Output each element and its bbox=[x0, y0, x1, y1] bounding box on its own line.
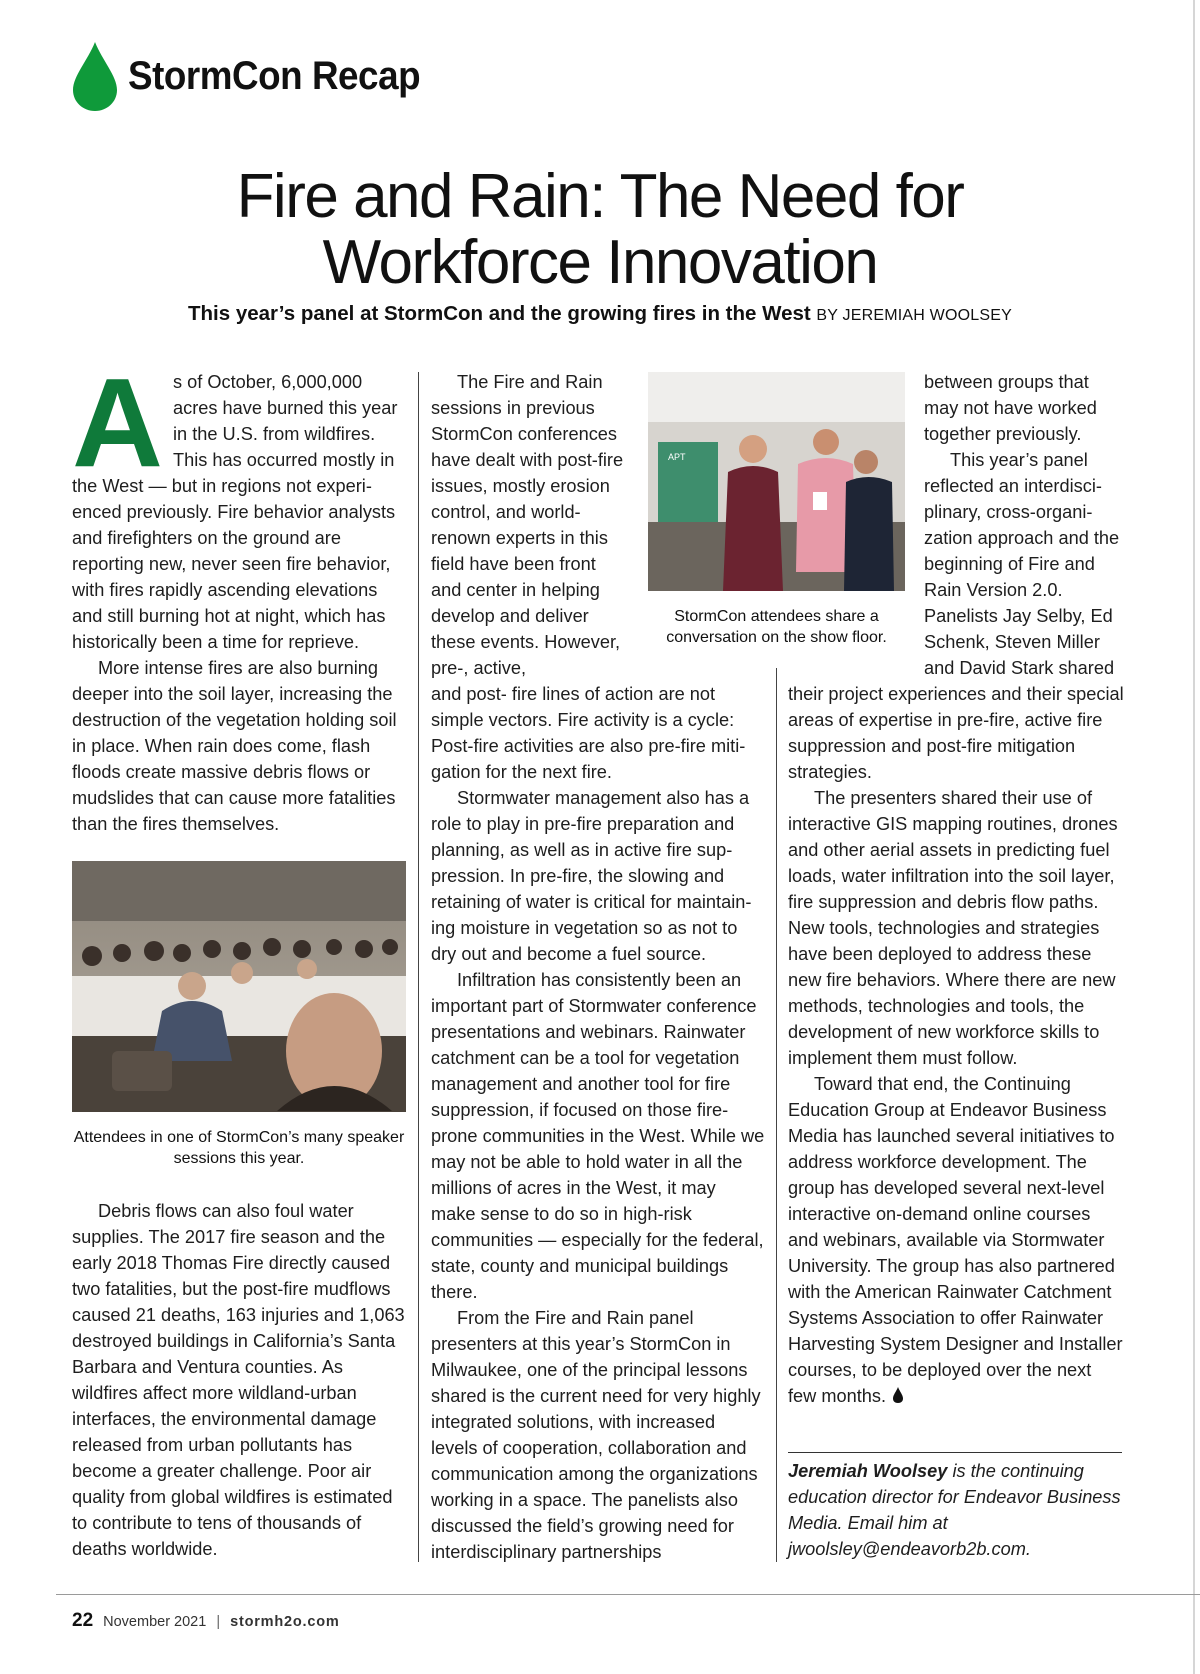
paragraph: From the Fire and Rain panel presenters at this year’s StormCon in Milwaukee, one of the principal lessons shared is the current need for very highly integrated solutions, with increased levels of cooperation, collaboration and communication among the organizations working in a space. The panelists also discussed the field’s growing need for interdisciplinary partnerships bbox=[431, 1308, 761, 1562]
author-bio bbox=[788, 1458, 1122, 1562]
page-footer bbox=[72, 1610, 340, 1632]
page-number: 22 bbox=[72, 1610, 94, 1631]
paragraph bbox=[72, 352, 408, 655]
author-bio-text: is the continuing education director for Endeavor Business Media. Email him at jwoolsley@endeavorb2b.com. bbox=[788, 1461, 1121, 1559]
column-1-top bbox=[72, 352, 408, 837]
paragraph: between groups that may not have worked together previously. bbox=[924, 372, 1097, 444]
paragraph: Infiltration has consistently been an important part of Stormwater conference presentations and webinars. Rainwater catchment can be a tool for vegetation management and another tool for fire suppression, if focused on those fire-prone communities in the West. While we may not be able to hold water in all the millions of acres in the West, it may make sense to do so in high-risk communities — especially for the federal, state, county and municipal buildings there. bbox=[431, 970, 765, 1302]
paragraph: and post- fire lines of action are not simple vectors. Fire activity is a cycle: Post-fire activities are also pre-fire mitigation for the next fire. bbox=[431, 684, 746, 782]
footer-divider bbox=[56, 1594, 1200, 1595]
column-1-bottom bbox=[72, 1198, 408, 1562]
paragraph: This year’s panel reflected an interdisciplinary, cross-organization approach and the beginning of Fire and Rain Version 2.0. Panelists Jay Selby, Ed Schenk, Steven Miller and David Stark shared bbox=[924, 450, 1120, 678]
article-title-line1: Fire and Rain: The Need for bbox=[236, 162, 964, 231]
paragraph: The presenters shared their use of interactive GIS mapping routines, drones and other aerial assets in predicting fuel loads, water infiltration into the soil layer, fire suppression and debris flow paths. New tools, technologies and strategies have been deployed to address these new fire behaviors. Where there are new methods, technologies and tools, the development of new workforce skills to implement them must follow. bbox=[788, 788, 1118, 1068]
paragraph-text: Toward that end, the Continuing Education Group at Endeavor Business Media has launched several initiatives to address workforce development. The group has developed several next-level interactive on-demand online courses and webinars, available via Stormwater University. The group has also partnered with the American Rainwater Catchment Systems Association to offer Rainwater Harvesting System Designer and Installer courses, to be deployed over the next few months. bbox=[788, 1074, 1123, 1406]
article-title-line2: Workforce Innovation bbox=[322, 228, 878, 297]
author-name: Jeremiah Woolsey bbox=[788, 1461, 948, 1481]
column-2-wide bbox=[431, 681, 765, 1565]
website-link[interactable]: stormh2o.com bbox=[230, 1614, 340, 1630]
column-3-wide bbox=[788, 681, 1124, 1409]
photo-show-floor bbox=[648, 372, 905, 591]
article-subtitle: This year’s panel at StormCon and the growing fires in the West bbox=[188, 302, 811, 325]
section-header bbox=[72, 38, 446, 114]
article-byline: BY JEREMIAH WOOLSEY bbox=[816, 307, 1012, 324]
end-drop-icon bbox=[892, 1386, 904, 1404]
paragraph: Debris flows can also foul water supplies. The 2017 fire season and the early 2018 Thomas Fire directly caused two fatalities, but the post-fire mudflows caused 21 deaths, 163 injuries and 1,063 destroyed buildings in California’s Santa Barbara and Ventura counties. As wildfires affect more wildland-urban interfaces, the environmental damage released from urban pollutants has become a greater challenge. Poor air quality from global wildfires is estimated to contribute to tens of thousands of deaths worldwide. bbox=[72, 1201, 405, 1559]
issue-date: November 2021 bbox=[103, 1614, 207, 1630]
audience-photo-image bbox=[72, 861, 406, 1112]
water-drop-icon bbox=[72, 40, 118, 112]
article-title bbox=[100, 164, 1100, 296]
page-edge-line bbox=[1193, 0, 1195, 1674]
photo-caption-speaker-session: Attendees in one of StormCon’s many speaker sessions this year. bbox=[73, 1129, 405, 1167]
booth-sign-text: APT bbox=[668, 452, 686, 462]
drop-cap: A bbox=[72, 352, 163, 493]
column-divider bbox=[418, 372, 419, 1562]
footer-separator: | bbox=[216, 1614, 221, 1630]
column-2-narrow bbox=[431, 369, 625, 681]
paragraph: The Fire and Rain sessions in previous StormCon conferences have dealt with post-fire issues, mostly erosion control, and world-renown experts in this field have been front and center in helping develop and deliver these events. However, pre-, active, bbox=[431, 372, 624, 678]
photo-caption-show-floor: StormCon attendees share a conversation on the show floor. bbox=[666, 608, 887, 646]
paragraph: More intense fires are also burning deeper into the soil layer, increasing the destruction of the vegetation holding soil in place. When rain does come, flash floods create massive debris flows or mudslides that can cause more fatalities than the fires themselves. bbox=[72, 658, 397, 834]
paragraph-text: s of October, 6,000,000 acres have burned this year in the U.S. from wildfires. This has occurred mostly in the West — but in regions not experienced previously. Fire behavior analysts and firefighters on the ground are reporting new, never seen fire behavior, with fires rapidly ascending elevations and still burning hot at night, which has historically been a time for reprieve. bbox=[72, 372, 398, 652]
photo-speaker-session bbox=[72, 861, 406, 1112]
column-divider bbox=[776, 668, 777, 1562]
paragraph: Stormwater management also has a role to play in pre-fire preparation and planning, as well as in active fire suppression. In pre-fire, the slowing and retaining of water is critical for maintaining moisture in vegetation so as not to dry out and become a fuel source. bbox=[431, 788, 752, 964]
section-title: StormCon Recap bbox=[128, 53, 421, 98]
show-floor-photo-image bbox=[648, 372, 905, 591]
paragraph: their project experiences and their special areas of expertise in pre-fire, active fire suppression and post-fire mitigation strategies. bbox=[788, 684, 1124, 782]
paragraph bbox=[788, 1071, 1124, 1409]
bio-divider bbox=[788, 1452, 1122, 1453]
article-deck bbox=[60, 302, 1140, 326]
column-3-narrow bbox=[924, 369, 1128, 681]
